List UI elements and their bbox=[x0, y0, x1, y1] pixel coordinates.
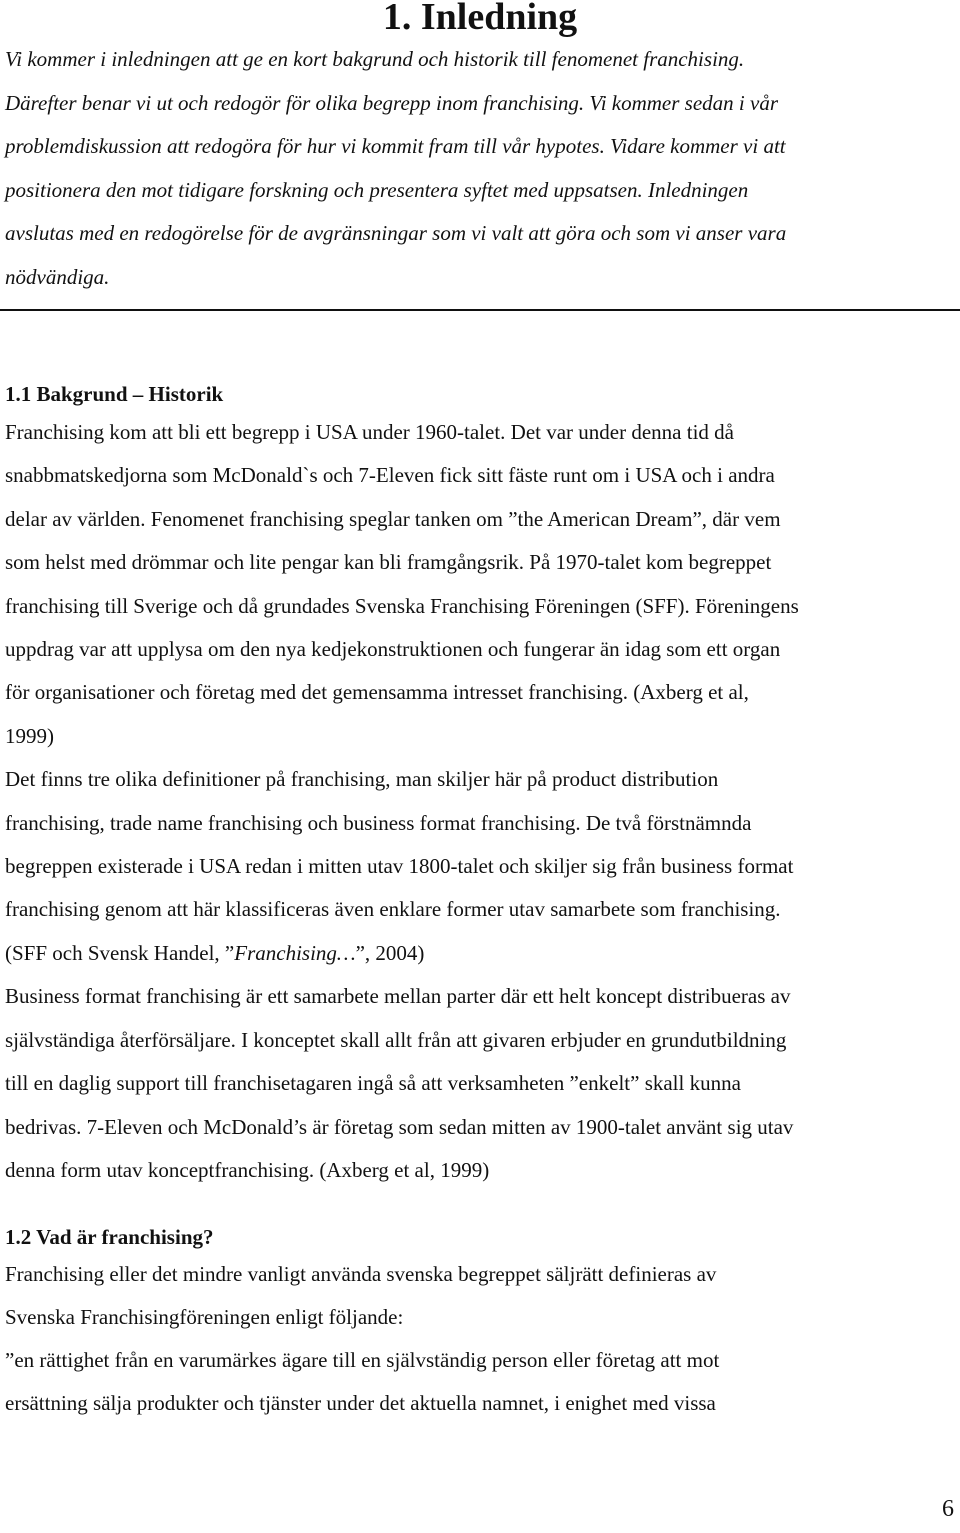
intro-line: avslutas med en redogörelse för de avgränsningar som vi valt att göra och som vi anser vara bbox=[5, 221, 787, 245]
body-line: Det finns tre olika definitioner på franchising, man skiljer här på product distribution bbox=[5, 767, 719, 792]
body-line: till en daglig support till franchisetagaren ingå så att verksamheten ”enkelt” skall kunna bbox=[5, 1071, 741, 1096]
body-line: som helst med drömmar och lite pengar kan bli framgångsrik. På 1970-talet kom begreppet bbox=[5, 550, 772, 575]
section-1-2-body bbox=[5, 1253, 957, 1425]
body-line: bedrivas. 7-Eleven och McDonald’s är företag som sedan mitten av 1900-talet använt sig utav bbox=[5, 1114, 794, 1139]
body-line: Franchising kom att bli ett begrepp i USA under 1960-talet. Det var under denna tid då bbox=[5, 420, 734, 444]
body-line: uppdrag var att upplysa om den nya kedjekonstruktionen och fungerar än idag som ett organ bbox=[5, 637, 781, 662]
chapter-heading: 1. Inledning bbox=[382, 0, 578, 38]
citation-text: (SFF och Svensk Handel, ” bbox=[5, 940, 235, 965]
intro-line: problemdiskussion att redogöra för hur vi kommit fram till vår hypotes. Vidare kommer vi att bbox=[5, 134, 786, 158]
body-line: 1999) bbox=[5, 723, 54, 748]
body-line: Svenska Franchisingföreningen enligt följande: bbox=[5, 1305, 404, 1329]
intro-line: positionera den mot tidigare forskning och presentera syftet med uppsatsen. Inledningen bbox=[5, 177, 749, 202]
section-1-1-body bbox=[5, 411, 957, 1192]
body-line: franchising, trade name franchising och business format franchising. De två förstnämnda bbox=[5, 810, 752, 835]
body-line: Franchising eller det mindre vanligt använda svenska begreppet säljrätt definieras av bbox=[5, 1262, 717, 1286]
body-line: franchising genom att här klassificeras även enklare former utav samarbete som franchising. bbox=[5, 897, 781, 922]
horizontal-divider bbox=[0, 309, 960, 311]
section-heading-1-1: 1.1 Bakgrund – Historik bbox=[5, 382, 224, 406]
intro-line: Därefter benar vi ut och redogör för olika begrepp inom franchising. Vi kommer sedan i vår bbox=[5, 90, 779, 115]
section-heading-1-2: 1.2 Vad är franchising? bbox=[5, 1225, 214, 1249]
citation-line bbox=[5, 932, 957, 975]
body-line: för organisationer och företag med det gemensamma intresset franchising. (Axberg et al, bbox=[5, 680, 749, 705]
body-line: snabbmatskedjorna som McDonald`s och 7-Eleven fick sitt fäste runt om i USA och i andra bbox=[5, 463, 775, 488]
body-line: denna form utav konceptfranchising. (Axberg et al, 1999) bbox=[5, 1157, 490, 1182]
body-line: ersättning sälja produkter och tjänster under det aktuella namnet, i enighet med vissa bbox=[5, 1391, 716, 1415]
body-line: delar av världen. Fenomenet franchising speglar tanken om ”the American Dream”, där vem bbox=[5, 506, 781, 531]
page-number: 6 bbox=[942, 1496, 954, 1522]
intro-line: nödvändiga. bbox=[5, 264, 110, 289]
body-line: ”en rättighet från en varumärkes ägare till en självständig person eller företag att mot bbox=[5, 1348, 720, 1372]
body-line: Business format franchising är ett samarbete mellan parter där ett helt koncept distribueras av bbox=[5, 984, 791, 1009]
body-line: franchising till Sverige och då grundades Svenska Franchising Föreningen (SFF). Föreningens bbox=[5, 593, 799, 618]
body-line: självständiga återförsäljare. I konceptet skall allt från att givaren erbjuder en grundutbildning bbox=[5, 1027, 787, 1052]
body-line: begreppen existerade i USA redan i mitten utav 1800-talet och skiljer sig från business format bbox=[5, 854, 794, 879]
citation-text: ”, 2004) bbox=[355, 940, 425, 965]
intro-line: Vi kommer i inledningen att ge en kort bakgrund och historik till fenomenet franchising. bbox=[5, 47, 745, 71]
intro-paragraph bbox=[5, 38, 957, 299]
citation-title: Franchising… bbox=[234, 940, 356, 965]
